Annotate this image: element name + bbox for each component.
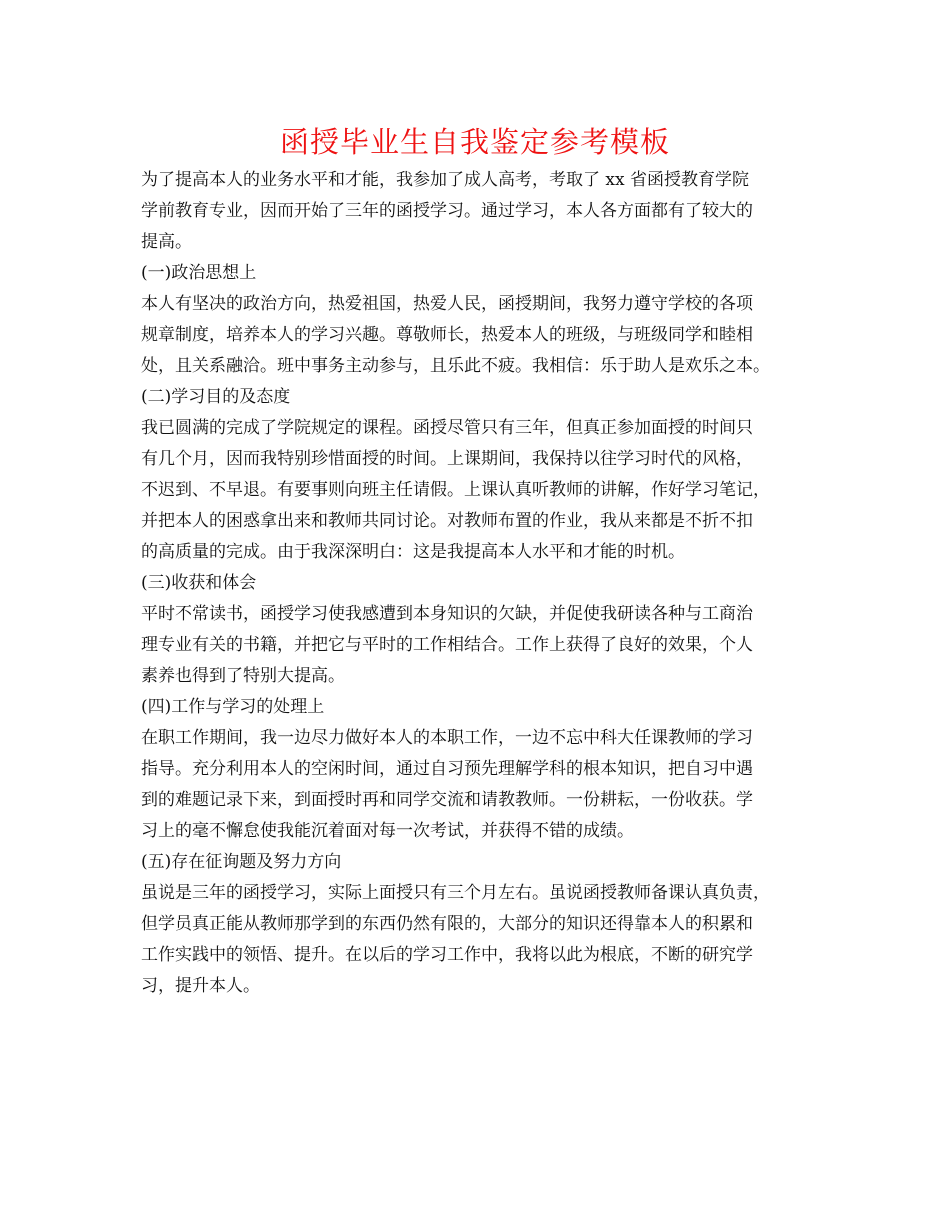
paragraph-line: 虽说是三年的函授学习，实际上面授只有三个月左右。虽说函授教师备课认真负责， bbox=[141, 883, 770, 903]
document-title: 函授毕业生自我鉴定参考模板 bbox=[279, 125, 670, 159]
paragraph-line: 并把本人的困惑拿出来和教师共同讨论。对教师布置的作业，我从来都是不折不扣 bbox=[141, 511, 753, 531]
paragraph-line: 学前教育专业，因而开始了三年的函授学习。通过学习，本人各方面都有了较大的 bbox=[141, 201, 753, 221]
section-heading-issues-direction: (五)存在征询题及努力方向 bbox=[141, 852, 342, 872]
paragraph-line: 提高。 bbox=[141, 232, 192, 252]
section-heading-gains: (三)收获和体会 bbox=[141, 573, 257, 593]
paragraph-line: 处，且关系融洽。班中事务主动参与，且乐此不疲。我相信：乐于助人是欢乐之本。 bbox=[141, 356, 770, 376]
document-body bbox=[141, 165, 831, 1002]
paragraph-line: 为了提高本人的业务水平和才能，我参加了成人高考，考取了 xx 省函授教育学院 bbox=[141, 170, 749, 190]
paragraph-line: 的高质量的完成。由于我深深明白：这是我提高本人水平和才能的时机。 bbox=[141, 542, 685, 562]
paragraph-line: 习上的毫不懈怠使我能沉着面对每一次考试，并获得不错的成绩。 bbox=[141, 821, 634, 841]
paragraph-line: 习，提升本人。 bbox=[141, 976, 260, 996]
paragraph-line: 本人有坚决的政治方向，热爱祖国，热爱人民，函授期间，我努力遵守学校的各项 bbox=[141, 294, 753, 314]
section-heading-study-attitude: (二)学习目的及态度 bbox=[141, 387, 291, 407]
paragraph-line: 理专业有关的书籍，并把它与平时的工作相结合。工作上获得了良好的效果，个人 bbox=[141, 635, 753, 655]
paragraph-line: 工作实践中的领悟、提升。在以后的学习工作中，我将以此为根底，不断的研究学 bbox=[141, 945, 753, 965]
paragraph-line: 有几个月，因而我特别珍惜面授的时间。上课期间，我保持以往学习时代的风格， bbox=[141, 449, 753, 469]
paragraph-line: 我已圆满的完成了学院规定的课程。函授尽管只有三年，但真正参加面授的时间只 bbox=[141, 418, 753, 438]
section-heading-work-study: (四)工作与学习的处理上 bbox=[141, 697, 325, 717]
paragraph-line: 指导。充分利用本人的空闲时间，通过自习预先理解学科的根本知识，把自习中遇 bbox=[141, 759, 753, 779]
paragraph-line: 素养也得到了特别大提高。 bbox=[141, 666, 345, 686]
paragraph-line: 但学员真正能从教师那学到的东西仍然有限的，大部分的知识还得靠本人的积累和 bbox=[141, 914, 753, 934]
section-heading-politics: (一)政治思想上 bbox=[141, 263, 257, 283]
paragraph-line: 到的难题记录下来，到面授时再和同学交流和请教教师。一份耕耘，一份收获。学 bbox=[141, 790, 753, 810]
paragraph-line: 平时不常读书，函授学习使我感遭到本身知识的欠缺，并促使我研读各种与工商治 bbox=[141, 604, 753, 624]
paragraph-line: 规章制度，培养本人的学习兴趣。尊敬师长，热爱本人的班级，与班级同学和睦相 bbox=[141, 325, 753, 345]
paragraph-line: 不迟到、不早退。有要事则向班主任请假。上课认真听教师的讲解，作好学习笔记， bbox=[141, 480, 770, 500]
paragraph-line: 在职工作期间，我一边尽力做好本人的本职工作，一边不忘中科大任课教师的学习 bbox=[141, 728, 753, 748]
